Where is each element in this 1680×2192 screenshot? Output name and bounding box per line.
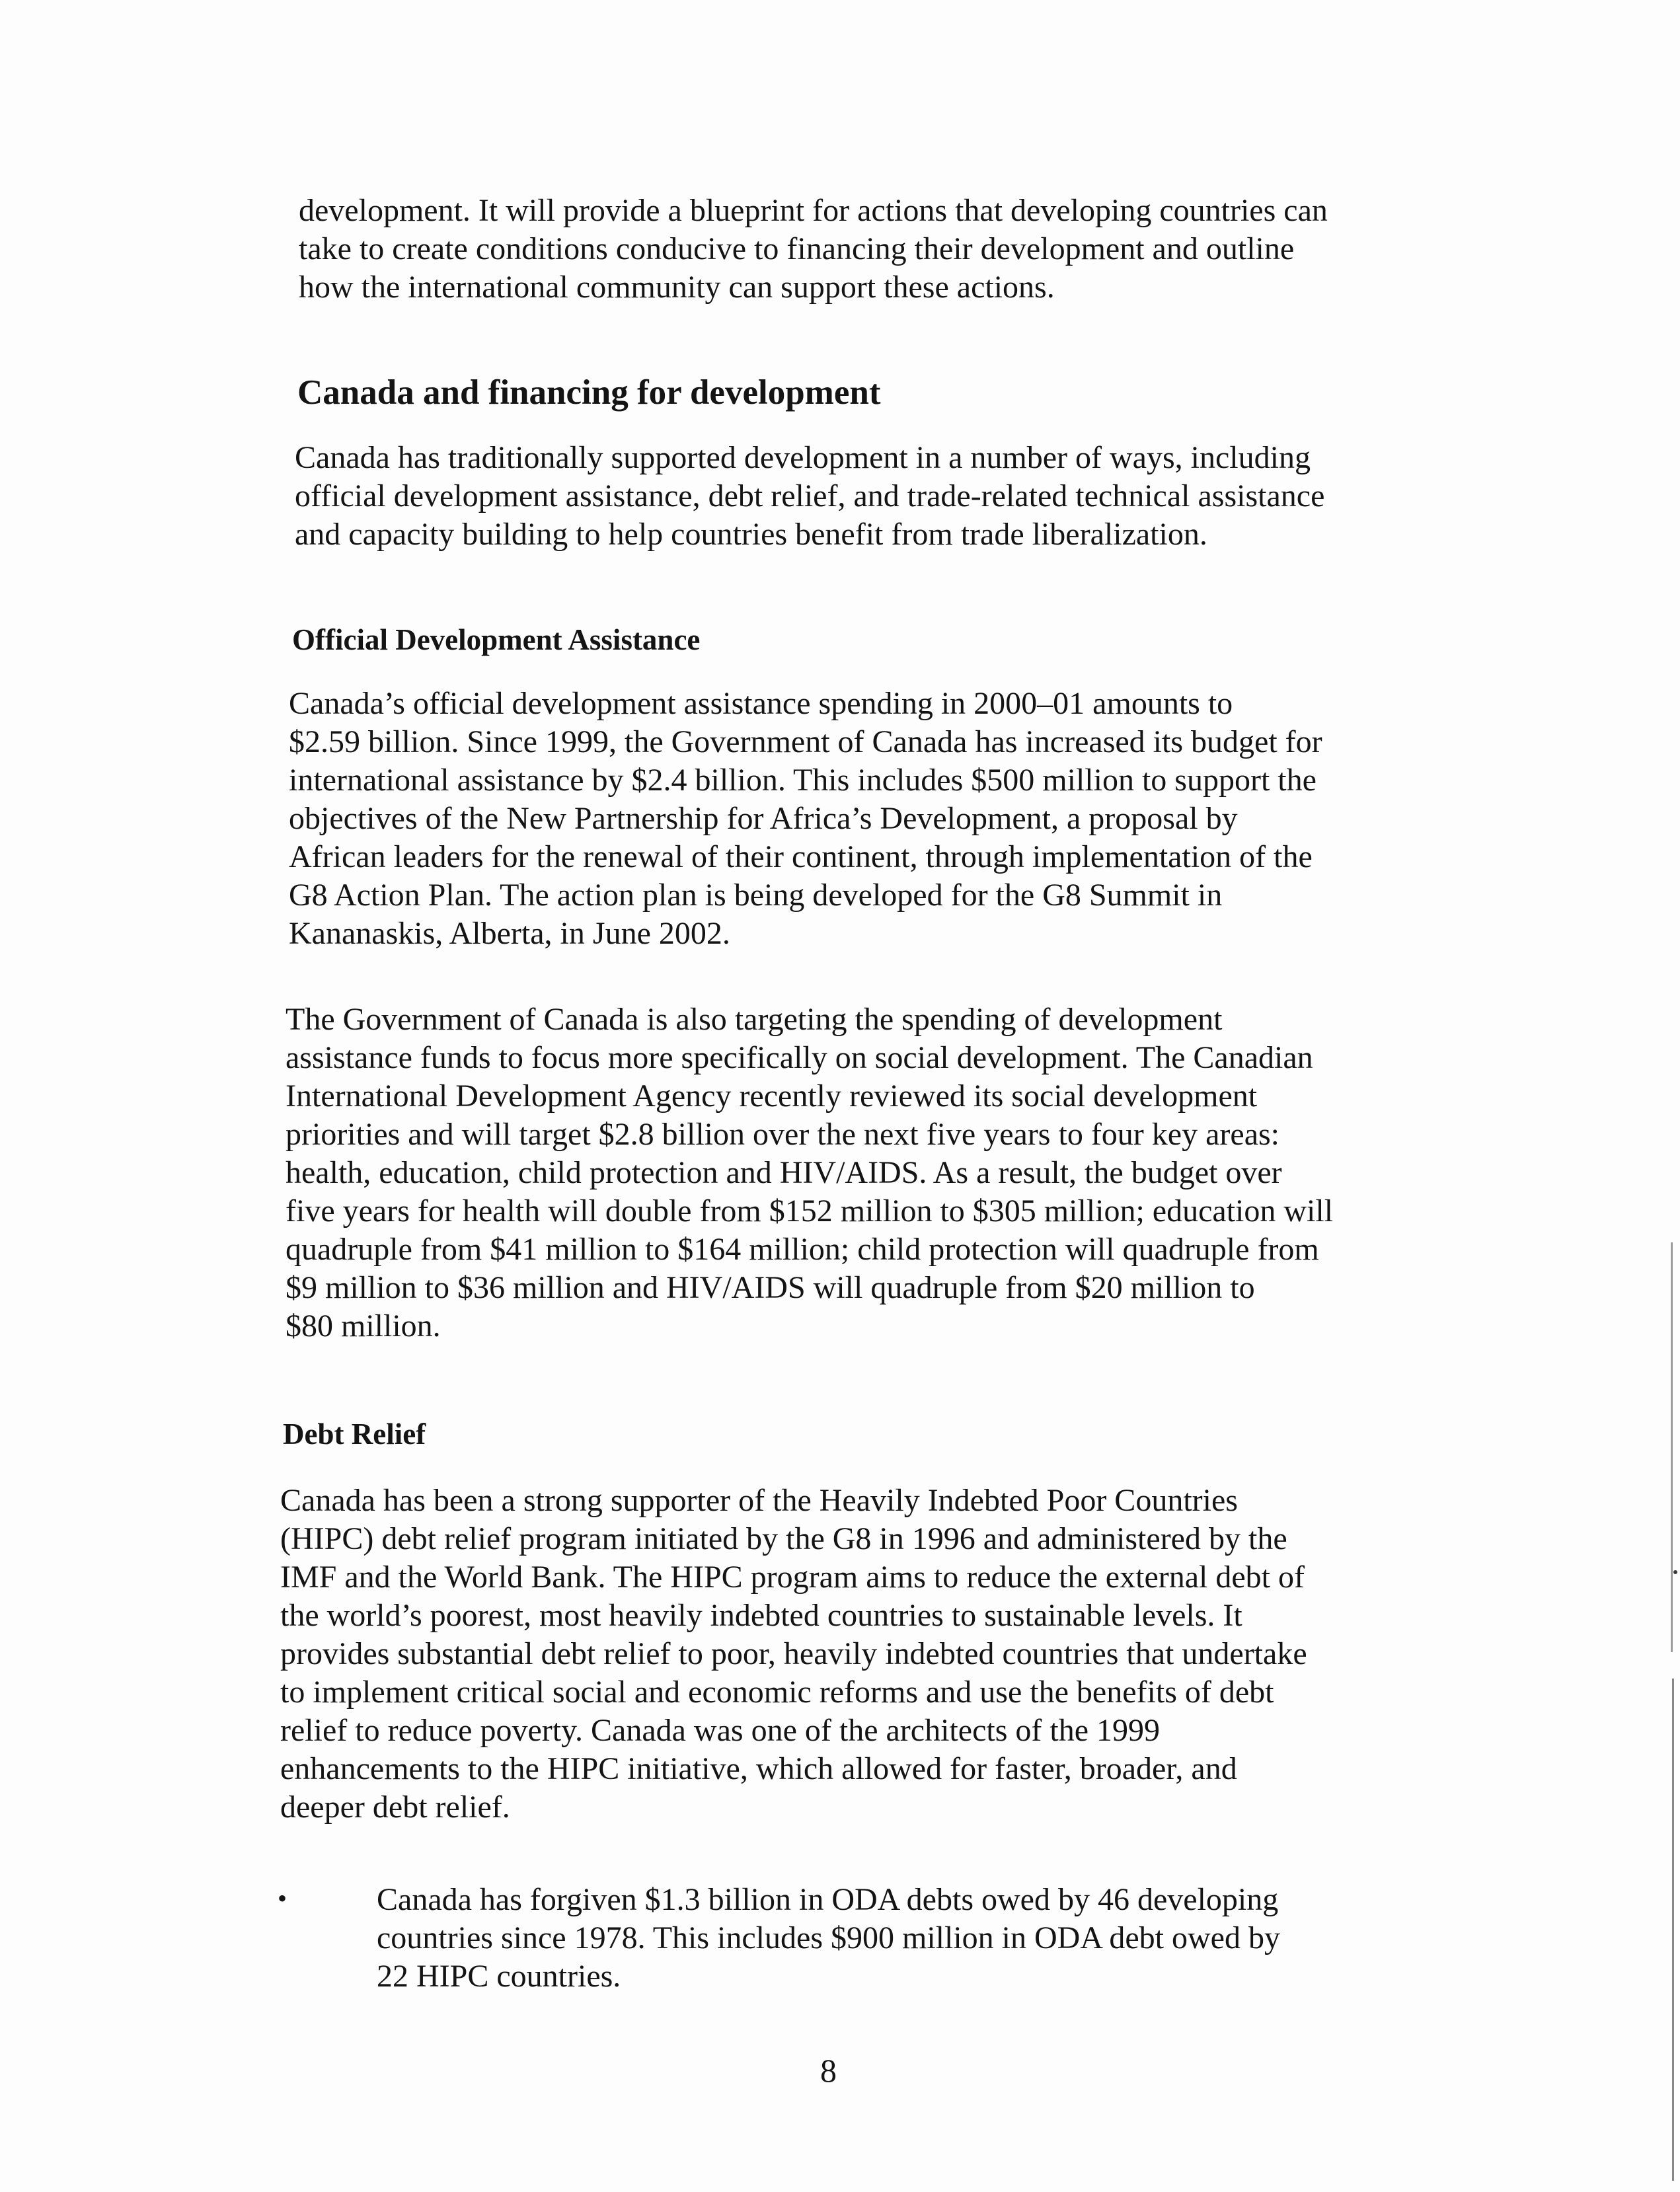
oda-p2-line: five years for health will double from $152 million to $305 million; education will [286,1193,1334,1228]
oda-p2-line: assistance funds to focus more specifically on social development. The Canadian [286,1040,1313,1075]
oda-p2-line: priorities and will target $2.8 billion over the next five years to four key areas: [286,1117,1280,1152]
oda-paragraph-1 [289,685,1322,953]
debt-line: provides substantial debt relief to poor, heavily indebted countries that undertake [280,1636,1307,1671]
oda-p1-line: G8 Action Plan. The action plan is being developed for the G8 Summit in [289,878,1223,913]
page-number: 8 [820,2052,837,2089]
intro-line: take to create conditions conducive to financing their development and outline [299,231,1295,266]
oda-p1-line: African leaders for the renewal of their continent, through implementation of the [289,839,1313,874]
oda-p1-line: Canada’s official development assistance spending in 2000–01 amounts to [289,686,1233,721]
debt-line: deeper debt relief. [280,1790,510,1825]
oda-p2-line: International Development Agency recently reviewed its social development [286,1078,1258,1114]
bullet-item [377,1881,1280,1996]
section-heading: Canada and financing for development [297,373,881,412]
debt-line: relief to reduce poverty. Canada was one of the architects of the 1999 [280,1713,1161,1748]
section-line: official development assistance, debt relief, and trade-related technical assistance [295,478,1325,513]
intro-line: how the international community can support these actions. [299,270,1055,305]
scan-edge-line [1671,1242,1673,1652]
debt-line: enhancements to the HIPC initiative, which allowed for faster, broader, and [280,1751,1237,1786]
oda-p2-line: The Government of Canada is also targeting the spending of development [286,1002,1223,1037]
section-paragraph [295,439,1324,554]
intro-line: development. It will provide a blueprint for actions that developing countries can [299,193,1328,228]
oda-p2-line: quadruple from $41 million to $164 million; child protection will quadruple from [286,1232,1319,1267]
debt-relief-heading: Debt Relief [283,1417,426,1451]
bullet-marker: • [278,1883,287,1913]
oda-paragraph-2 [286,1001,1333,1345]
oda-p2-line: health, education, child protection and HIV/AIDS. As a result, the budget over [286,1155,1282,1190]
scan-edge-line [1672,1679,1674,2181]
debt-line: Canada has been a strong supporter of the Heavily Indebted Poor Countries [280,1483,1238,1518]
scan-dot [1673,1570,1677,1574]
debt-line: to implement critical social and economic reforms and use the benefits of debt [280,1675,1274,1710]
debt-line: IMF and the World Bank. The HIPC program aims to reduce the external debt of [280,1560,1305,1595]
debt-line: the world’s poorest, most heavily indebted countries to sustainable levels. It [280,1598,1242,1633]
intro-paragraph [299,192,1328,307]
bullet-line: countries since 1978. This includes $900 million in ODA debt owed by [377,1920,1280,1955]
oda-p1-line: objectives of the New Partnership for Africa’s Development, a proposal by [289,801,1238,836]
oda-heading: Official Development Assistance [292,623,701,656]
debt-line: (HIPC) debt relief program initiated by the G8 in 1996 and administered by the [280,1521,1287,1556]
oda-p1-line: $2.59 billion. Since 1999, the Government of Canada has increased its budget for [289,724,1322,759]
section-line: and capacity building to help countries benefit from trade liberalization. [295,517,1207,552]
bullet-line: Canada has forgiven $1.3 billion in ODA debts owed by 46 developing [377,1882,1279,1917]
oda-p2-line: $9 million to $36 million and HIV/AIDS will quadruple from $20 million to [286,1270,1255,1305]
debt-relief-paragraph [280,1482,1307,1827]
oda-p1-line: Kananaskis, Alberta, in June 2002. [289,916,730,951]
oda-p2-line: $80 million. [286,1308,441,1343]
oda-p1-line: international assistance by $2.4 billion. This includes $500 million to support the [289,763,1317,798]
bullet-line: 22 HIPC countries. [377,1959,621,1994]
section-line: Canada has traditionally supported development in a number of ways, including [295,440,1311,475]
